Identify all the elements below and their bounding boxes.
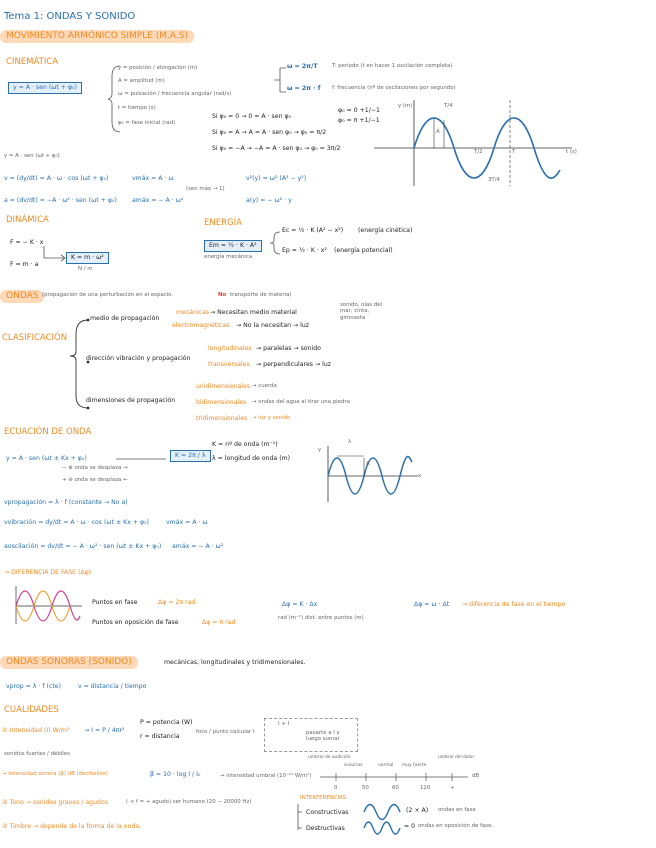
constructivas-desc: ondas en fase	[438, 807, 476, 813]
constructivas-label: Constructivas	[306, 809, 349, 816]
clasificacion-medio: medio de propagación	[90, 315, 160, 322]
case-1: Si φ₀ = A → A = A · sen φ₀ → φ₀ = π/2	[212, 129, 327, 136]
intensidad-box-note: I + I	[278, 721, 290, 727]
omega-frequency: ω = 2π · f	[287, 85, 321, 92]
ecuacion-vmax: vmáx = A · ω	[166, 519, 208, 526]
ecuacion-amax: amáx = − A · ω²	[172, 543, 224, 550]
velocity-formula: v = (dy/dt) = A · ω · cos (ωt + φ₀)	[4, 175, 109, 182]
ondas-heading: ONDAS	[0, 290, 44, 303]
page-title: Tema 1: ONDAS Y SONIDO	[4, 11, 136, 22]
alt-formula: y = A · sen (ωt + φ₀)	[4, 153, 60, 159]
mas-graph-ylabel: y (m)	[398, 103, 413, 109]
energia-ep: Ep = ½ · K · x²	[282, 247, 327, 254]
ecuacion-heading: ECUACIÓN DE ONDA	[4, 427, 92, 437]
ecuacion-k: K = 2π / λ	[170, 450, 211, 462]
clasificacion-electro-desc: → No la necesitan → luz	[236, 322, 310, 329]
wave-graph-y: y	[318, 447, 322, 453]
dinamica-f2: F = m · a	[10, 261, 39, 268]
main-formula: y = A · sen (ωt + φ₀)	[8, 82, 82, 94]
sonoras-v: v = distancia / tiempo	[78, 683, 147, 690]
clasificacion-long-desc: → paralelas → sonido	[256, 345, 321, 352]
fase-delta-t-note: → diferencia de fase en el tiempo	[462, 601, 566, 608]
case-result-1: φ₀ = π +1/−1	[338, 117, 380, 124]
ecuacion-plus: + ⊖ onda se desplaza ←	[62, 477, 128, 483]
constructivas-val: (2 × A)	[406, 807, 429, 814]
sonoras-vprop: vprop = λ · f (cte)	[6, 683, 61, 690]
ecuacion-formula: y = A · sen (ωt ± Kx + φ₀)	[6, 455, 87, 462]
wave-graph-x: x	[418, 473, 422, 479]
fase-delta-x-note: rad (m⁻¹) dist. entre puntos (m)	[278, 615, 364, 621]
ecuacion-avib: aoscilación = dv/dt = − A · ω² · sen (ωt ± Kx + φ₀)	[4, 543, 162, 550]
mas-graph-t4: T/4	[444, 103, 453, 109]
period-note: T: periodo (t en hacer 1 oscilación completa)	[332, 63, 453, 69]
energia-em: Em = ½ · K · A²	[204, 240, 262, 252]
fase-delta-t: Δφ = ω · Δt	[414, 601, 450, 608]
fase-delta-x: Δφ = K · Δx	[282, 601, 318, 608]
constructivas-wave	[364, 804, 404, 820]
ondas-definition: (propagación de una perturbación en el espacio.	[42, 292, 174, 298]
mas-heading: MOVIMIENTO ARMÓNICO SIMPLE (M.A.S)	[0, 30, 194, 43]
ay-formula: a(y) = − ω² · y	[246, 197, 292, 204]
db-value-1: 50	[362, 785, 369, 791]
energia-ec: Ec = ½ · K (A² − x²)	[282, 227, 344, 234]
db-label-2: normal	[378, 763, 394, 768]
db-scale	[320, 772, 470, 782]
db-label-1: susurros	[344, 763, 363, 768]
acceleration-formula: a = (dv/dt) = −A · ω² · sen (ωt + φ₀)	[4, 197, 117, 204]
destructivas-wave	[364, 820, 404, 836]
vmax: vmáx = A · ω	[132, 175, 174, 182]
clasificacion-trans: transversales	[208, 361, 250, 368]
mas-graph-t34: 3T/4	[488, 177, 500, 183]
mas-graph	[374, 100, 574, 190]
ecuacion-arrow	[116, 456, 168, 462]
case-0: Si φ₀ = 0 → 0 = A · sen φ₀	[212, 113, 292, 120]
db-value-4: +	[450, 785, 455, 791]
interferencias-heading: INTERFERENCIAS	[300, 795, 347, 801]
dinamica-k: K = m · ω²	[66, 252, 109, 264]
energia-heading: ENERGÍA	[204, 218, 242, 228]
mas-graph-t: T	[512, 149, 516, 155]
ondas-definition-end: transporte de materia)	[230, 292, 292, 298]
db-label-4: umbral del dolor	[438, 755, 475, 760]
clasificacion-dimensiones: dimensiones de propagación	[86, 397, 176, 404]
sonoras-heading: ONDAS SONORAS (SONIDO)	[0, 656, 138, 669]
fase-graph	[14, 586, 84, 626]
interferencias-bracket	[296, 804, 306, 834]
dinamica-f1: F = − K · x	[10, 239, 44, 246]
wave-graph-a: A	[366, 461, 370, 467]
intensidad-sonora: → Intensidad sonora (β) dB (decibelios)	[2, 771, 108, 777]
energia-ep-label: (energía potencial)	[334, 247, 393, 254]
clasificacion-heading: CLASIFICACIÓN	[2, 333, 68, 343]
intensidad-p: P = potencia (W)	[140, 719, 193, 726]
fase-oposicion-val: Δφ = π rad	[202, 619, 236, 626]
legend-3: t = tiempo (s)	[118, 105, 156, 111]
dinamica-heading: DINÁMICA	[6, 215, 49, 225]
wave-graph-lambda: λ	[348, 439, 352, 445]
intensidad-sonora-note: → intensidad umbral (10⁻¹² W/m²)	[220, 773, 312, 779]
db-unit: dB	[472, 773, 480, 779]
ecuacion-lambda-desc: λ = longitud de onda (m)	[212, 455, 291, 462]
clasificacion-long: longitudinales	[208, 345, 252, 352]
dinamica-k-units: N / m	[78, 266, 93, 272]
clasificacion-uni: unidimensionales	[196, 383, 251, 390]
omega-bracket	[274, 66, 288, 96]
frequency-note: f: frecuencia (nº de oscilaciones por segundo)	[332, 85, 456, 91]
intensidad-r2: foco / punto calcular I	[196, 729, 255, 735]
clasificacion-bi-desc: → ondas del agua al tirar una piedra	[252, 399, 350, 405]
energia-bracket	[270, 230, 282, 256]
intensidad-box-text: pasarte a I y luego sumar	[306, 730, 340, 743]
case-2: Si φ₀ = −A → −A = A · sen φ₀ → φ₀ = 3π/2	[212, 145, 341, 152]
destructivas-desc: ondas en oposición de fase.	[418, 823, 494, 829]
cinematica-heading: CINEMÁTICA	[6, 57, 59, 67]
intensidad-label: ① Intensidad (I) W/m²	[2, 727, 70, 734]
db-value-0: 0	[334, 785, 338, 791]
clasificacion-mecanicas-ex: sonido, olas del mar, cinta, gimnasta	[340, 302, 383, 321]
mas-graph-a: A	[436, 129, 440, 135]
ecuacion-minus: − ⊕ onda se desplaza →	[62, 465, 128, 471]
clasificacion-uni-desc: → cuerda	[252, 383, 277, 389]
cualidades-heading: CUALIDADES	[4, 705, 59, 715]
ecuacion-k-desc: K = nº de onda (m⁻¹)	[212, 441, 278, 448]
clasificacion-direccion: dirección vibración y propagación	[86, 355, 191, 362]
sonidos-fuertes: sonidos fuertes / débiles	[4, 751, 70, 757]
energia-em-label: energía mecánica	[204, 254, 253, 260]
legend-2: ω = pulsación / frecuencia angular (rad/s)	[118, 91, 232, 97]
tono-label: ② Tono → sonidos graves / agudos	[2, 799, 108, 806]
clasificacion-bi: bidimensionales	[196, 399, 247, 406]
ecuacion-vvib: vvibración = dy/dt = A · ω · cos (ωt ± Kx + φ₀)	[4, 519, 149, 526]
legend-1: A = amplitud (m)	[118, 78, 165, 84]
ondas-definition-no: No	[218, 292, 227, 298]
db-value-2: 60	[392, 785, 399, 791]
destructivas-label: Destructivas	[306, 825, 345, 832]
fase-oposicion: Puntos en oposición de fase	[92, 619, 179, 626]
clasificacion-mecanicas: mecánicas	[176, 309, 210, 316]
sen-note: (sen máx → 1)	[186, 186, 225, 192]
clasificacion-tri: tridimensionales	[196, 415, 248, 422]
db-value-3: 120	[420, 785, 431, 791]
amax: amáx = − A · ω²	[132, 197, 184, 204]
sonoras-desc: mecánicas, longitudinales y tridimensionales.	[164, 659, 306, 666]
db-label-0: umbral de audición	[308, 755, 351, 760]
ecuacion-vprop: vpropagación = λ · f (constante → No a)	[4, 499, 128, 506]
v2-formula: v²(y) = ω² (A² − y²)	[246, 175, 307, 182]
fase-en-fase-val: Δφ = 2π rad	[158, 599, 196, 606]
fase-heading: → DIFERENCIA DE FASE (Δφ)	[4, 569, 92, 576]
fase-en-fase: Puntos en fase	[92, 599, 138, 606]
db-label-3: muy fuerte	[402, 763, 427, 768]
case-result-0: φ₀ = 0 +1/−1	[338, 107, 380, 114]
destructivas-val: = 0	[404, 823, 416, 830]
wave-graph	[320, 446, 420, 506]
omega-period: ω = 2π/T	[287, 63, 318, 70]
timbre-label: ③ Timbre → depende de la forma de la onda.	[2, 823, 142, 830]
intensidad-formula: → I = P / 4πr²	[84, 727, 125, 734]
intensidad-r: r = distancia	[140, 733, 180, 740]
legend-4: φ₀ = fase inicial (rad)	[118, 120, 176, 126]
tono-desc: ( < f = + agudo) ser humano (20 − 20000 Hz)	[126, 799, 252, 805]
intensidad-sonora-formula: β = 10 · log I / I₀	[150, 771, 201, 778]
clasificacion-mecanicas-desc: → Necesitan medio material	[210, 309, 297, 316]
clasificacion-tri-desc: → luz y sonido	[252, 415, 291, 421]
legend-0: y = posición / elongación (m)	[118, 65, 198, 71]
clasificacion-electro: electromagnéticas	[172, 322, 230, 329]
energia-ec-label: (energía cinética)	[358, 227, 413, 234]
clasificacion-trans-desc: → perpendiculares → luz	[256, 361, 332, 368]
mas-graph-xlabel: t (s)	[566, 149, 577, 155]
mas-graph-t2: T/2	[474, 149, 483, 155]
